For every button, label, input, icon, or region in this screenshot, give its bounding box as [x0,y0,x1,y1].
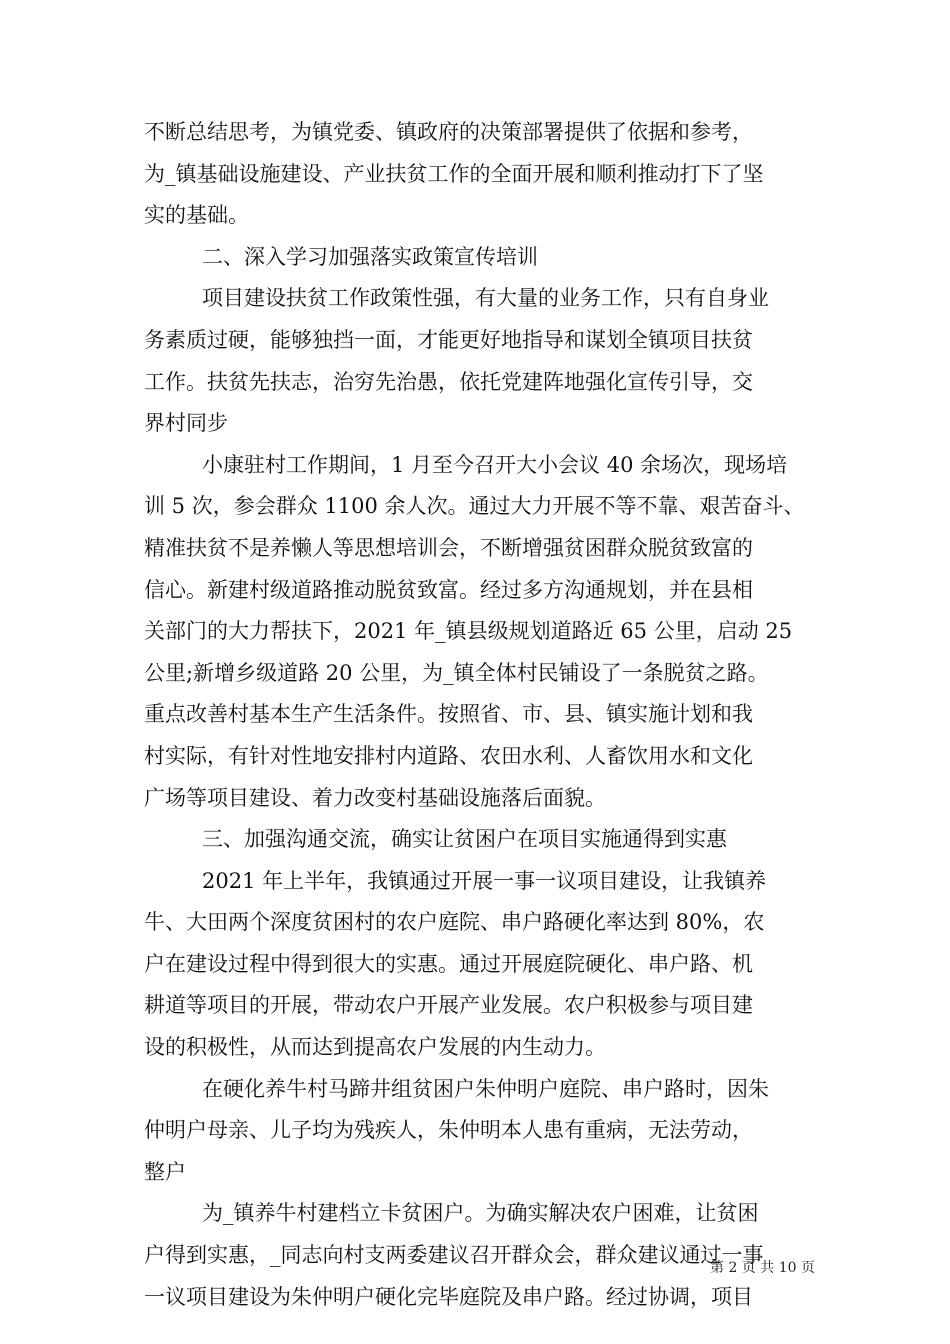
document-body [144,112,814,1318]
text-line: 训 5 次，参会群众 1100 余人次。通过大力开展不等不靠、艰苦奋斗、 [144,494,805,519]
text-line: 重点改善村基本生产生活条件。按照省、市、县、镇实施计划和我 [144,702,753,727]
text-line: 信心。新建村级道路推动脱贫致富。经过多方沟通规划，并在县相 [144,577,753,602]
text-line: 工作。扶贫先扶志，治穷先治愚，依托党建阵地强化宣传引导，交 [144,369,753,394]
text-line: 村实际，有针对性地安排村内道路、农田水利、人畜饮用水和文化 [144,743,753,768]
text-line: 设的积极性，从而达到提高农户发展的内生动力。 [144,1035,606,1060]
text-line: 精准扶贫不是养懒人等思想培训会，不断增强贫困群众脱贫致富的 [144,535,753,560]
text-line: 2021 年上半年，我镇通过开展一事一议项目建设，让我镇养 [202,868,767,893]
text-line: 小康驻村工作期间，1 月至今召开大小会议 40 余场次，现场培 [202,452,788,477]
text-line: 二、深入学习加强落实政策宣传培训 [202,244,538,269]
text-line: 关部门的大力帮扶下，2021 年_镇县级规划道路近 65 公里，启动 25 [144,619,793,644]
text-line: 界村同步 [144,411,228,436]
text-line: 实的基础。 [144,203,249,228]
text-line: 三、加强沟通交流，确实让贫困户在项目实施通得到实惠 [202,827,727,852]
text-line: 牛、大田两个深度贫困村的农户庭院、串户路硬化率达到 80%，农 [144,910,765,935]
text-line: 广场等项目建设、着力改变村基础设施落后面貌。 [144,785,606,810]
text-line: 户得到实惠，_同志向村支两委建议召开群众会，群众建议通过一事 [144,1243,764,1268]
page-number: 第 2 页 共 10 页 [710,1260,815,1276]
text-line: 不断总结思考，为镇党委、镇政府的决策部署提供了依据和参考， [144,120,753,144]
text-line: 耕道等项目的开展，带动农户开展产业发展。农户积极参与项目建 [144,993,753,1018]
text-line: 户在建设过程中得到很大的实惠。通过开展庭院硬化、串户路、机 [144,951,753,976]
text-line: 在硬化养牛村马蹄井组贫困户朱仲明户庭院、串户路时，因朱 [202,1076,769,1101]
text-line: 项目建设扶贫工作政策性强，有大量的业务工作，只有自身业 [202,286,769,311]
text-line: 公里;新增乡级道路 20 公里，为_镇全体村民铺设了一条脱贫之路。 [144,660,769,685]
text-line: 整户 [144,1159,186,1184]
text-line: 仲明户母亲、儿子均为残疾人，朱仲明本人患有重病，无法劳动， [144,1118,753,1143]
text-line: 为_镇基础设施建设、产业扶贫工作的全面开展和顺利推动打下了坚 [144,161,764,186]
text-line: 一议项目建设为朱仲明户硬化完毕庭院及串户路。经过协调，项目 [144,1284,753,1309]
text-line: 为_镇养牛村建档立卡贫困户。为确实解决农户困难，让贫困 [202,1201,759,1226]
text-line: 务素质过硬，能够独挡一面，才能更好地指导和谋划全镇项目扶贫 [144,327,753,352]
